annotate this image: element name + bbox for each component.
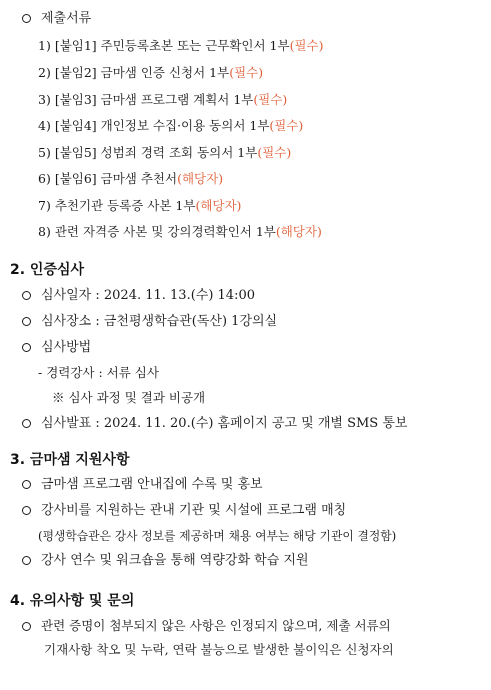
submission-documents-label: 제출서류 — [41, 11, 92, 26]
review-method: 심사방법 — [41, 340, 92, 355]
document-item-4 — [38, 117, 303, 135]
item-text: [붙임5] 성범죄 경력 조회 동의서 1부 — [54, 145, 258, 160]
review-date-row — [22, 287, 255, 305]
review-place: 심사장소 : 금천평생학습관(독산) 1강의실 — [41, 314, 278, 329]
notice-item-1-line-1: 관련 증명이 첨부되지 않은 사항은 인정되지 않으며, 제출 서류의 — [41, 618, 391, 633]
circle-bullet-icon — [22, 622, 31, 631]
support-item-2-row — [22, 502, 346, 520]
item-number: 3) — [38, 92, 51, 107]
section-heading-review: 2. 인증심사 — [10, 262, 85, 278]
circle-bullet-icon — [22, 343, 31, 352]
required-note: (필수) — [289, 38, 324, 53]
support-item-1: 금마샘 프로그램 안내집에 수록 및 홍보 — [41, 477, 263, 492]
item-number: 8) — [38, 224, 51, 239]
review-method-note: ※ 심사 과정 및 결과 비공개 — [52, 390, 206, 405]
circle-bullet-icon — [22, 419, 31, 428]
section-heading-support: 3. 금마샘 지원사항 — [10, 452, 130, 468]
document-item-7 — [38, 197, 241, 215]
item-text: [붙임1] 주민등록초본 또는 근무확인서 1부 — [54, 38, 290, 53]
support-item-2-note: (평생학습관은 강사 정보를 제공하며 채용 여부는 해당 기관이 결정함) — [38, 529, 397, 543]
required-note: (필수) — [269, 118, 304, 133]
section-heading-notice: 4. 유의사항 및 문의 — [10, 593, 135, 609]
item-text: [붙임2] 금마샘 인증 신청서 1부 — [54, 65, 230, 80]
document-item-5 — [38, 144, 291, 162]
support-item-3: 강사 연수 및 워크숍을 통해 역량강화 학습 지원 — [41, 553, 309, 568]
review-announce-row — [22, 415, 407, 433]
item-number: 6) — [38, 171, 51, 186]
support-item-3-row — [22, 552, 309, 570]
review-date: 심사일자 : 2024. 11. 13.(수) 14:00 — [41, 288, 256, 303]
conditional-note: (해당자) — [275, 224, 322, 239]
document-item-3 — [38, 91, 287, 109]
required-note: (필수) — [253, 92, 288, 107]
item-number: 4) — [38, 118, 51, 133]
review-method-detail: - 경력강사 : 서류 심사 — [38, 365, 159, 380]
item-text: [붙임6] 금마샘 추천서 — [54, 171, 178, 186]
item-number: 7) — [38, 198, 51, 213]
circle-bullet-icon — [22, 480, 31, 489]
notice-item-1-row — [22, 617, 391, 635]
review-place-row — [22, 313, 277, 331]
item-number: 1) — [38, 38, 51, 53]
circle-bullet-icon — [22, 14, 31, 23]
conditional-note: (해당자) — [195, 198, 242, 213]
circle-bullet-icon — [22, 291, 31, 300]
item-text: 추천기관 등록증 사본 1부 — [54, 198, 196, 213]
item-text: [붙임3] 금마샘 프로그램 계획서 1부 — [54, 92, 254, 107]
document-item-1 — [38, 37, 324, 55]
circle-bullet-icon — [22, 317, 31, 326]
review-method-row — [22, 339, 91, 357]
circle-bullet-icon — [22, 556, 31, 565]
required-note: (필수) — [257, 145, 292, 160]
notice-item-1-line-2: 기재사항 착오 및 누락, 연락 불능으로 발생한 불이익은 신청자의 — [44, 642, 394, 657]
submission-documents-row — [22, 10, 91, 28]
item-number: 2) — [38, 65, 51, 80]
circle-bullet-icon — [22, 506, 31, 515]
review-announce: 심사발표 : 2024. 11. 20.(수) 홈페이지 공고 및 개별 SMS 통보 — [41, 416, 408, 431]
item-text: 관련 자격증 사본 및 강의경력확인서 1부 — [54, 224, 276, 239]
document-item-8 — [38, 223, 322, 241]
item-text: [붙임4] 개인정보 수집·이용 동의서 1부 — [54, 118, 270, 133]
document-item-6 — [38, 170, 223, 188]
support-item-1-row — [22, 476, 263, 494]
conditional-note: (해당자) — [177, 171, 224, 186]
document-item-2 — [38, 64, 263, 82]
support-item-2: 강사비를 지원하는 관내 기관 및 시설에 프로그램 매칭 — [41, 503, 347, 518]
item-number: 5) — [38, 145, 51, 160]
required-note: (필수) — [229, 65, 264, 80]
